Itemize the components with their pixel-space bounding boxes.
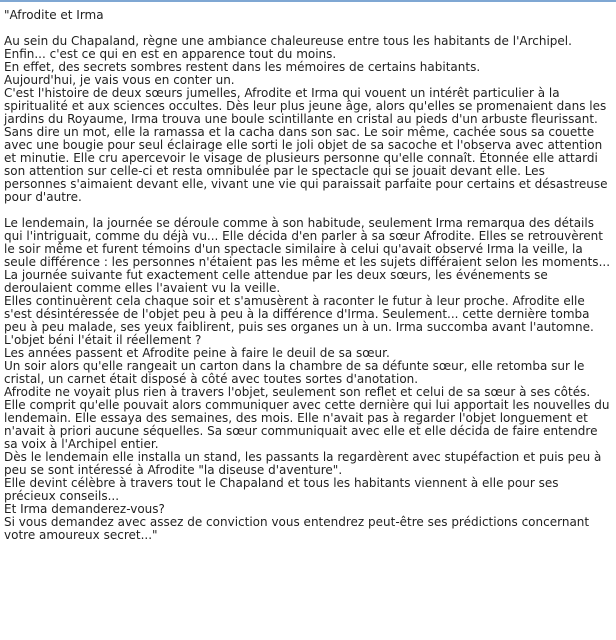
paragraph-9: Elles continuèrent cela chaque soir et s'amusèrent à raconter le futur à leur proche. Afrodite elle s'est désintéressée de l'objet peu à peu à la différence d'Irma. Seulement... cette dernière tomba peu à peu malade, ses yeux faiblirent, puis ses organes un à un. Irma succomba avant l'automne. <box>4 294 594 334</box>
paragraph-3: En effet, des secrets sombres restent dans les mémoires de certains habitants. <box>4 60 481 74</box>
paragraph-17: Si vous demandez avec assez de conviction vous entendrez peut-être ses prédictions concernant votre amoureux secret..." <box>4 515 590 542</box>
top-border <box>0 0 616 2</box>
paragraph-14: Dès le lendemain elle installa un stand, les passants la regardèrent avec stupéfaction et puis peu à peu se sont intéressé à Afrodite "la diseuse d'aventure". <box>4 450 602 477</box>
paragraph-5: C'est l'histoire de deux sœurs jumelles, Afrodite et Irma qui vouent un intérêt particulier à la spiritualité et aux sciences occultes. Dès leur plus jeune âge, alors qu'elles se promenaient dans les jardins du Royaume, Irma trouva une boule scintillante en cristal au pieds d'un arbuste fleurissant. Sans dire un mot, elle la ramassa et la cacha dans son sac. Le soir même, cachée sous sa couette avec une bougie pour seul éclairage elle sorti le joli objet de sa sacoche et l'observa avec attention et minutie. Elle cru apercevoir le visage de plusieurs personne qu'elle connaît. Étonnée elle attardi son attention sur celle-ci et resta omnibulée par le spectacle qui se jouait devant elle. Les personnes s'aimaient devant elle, vivant une vie qui paraissait parfaite pour certains et désastreuse pour d'autre. <box>4 86 608 204</box>
story-document <box>4 9 610 542</box>
paragraph-15: Elle devint célèbre à travers tout le Chapaland et tous les habitants viennent à elle pour ses précieux conseils... <box>4 476 559 503</box>
paragraph-1: Au sein du Chapaland, règne une ambiance chaleureuse entre tous les habitants de l'Archipel. <box>4 34 572 48</box>
story-title: "Afrodite et Irma <box>4 8 104 22</box>
paragraph-4: Aujourd'hui, je vais vous en conter un. <box>4 73 235 87</box>
paragraph-12: Un soir alors qu'elle rangeait un carton dans la chambre de sa défunte sœur, elle retomba sur le cristal, un carnet était disposé à côté avec toutes sortes d'anotation. <box>4 359 585 386</box>
paragraph-11: Les années passent et Afrodite peine à faire le deuil de sa sœur. <box>4 346 390 360</box>
paragraph-8: La journée suivante fut exactement celle attendue par les deux sœurs, les événements se deroulaient comme elles l'avaient vu la veille. <box>4 268 548 295</box>
paragraph-16: Et Irma demanderez-vous? <box>4 502 165 516</box>
paragraph-7: Le lendemain, la journée se déroule comme à son habitude, seulement Irma remarqua des détails qui l'intriguait, comme du déjà vu... Elle décida d'en parler à sa sœur Afrodite. Elles se retrouvèrent le soir même et furent témoins d'un spectacle similaire à celui qu'avait observé Irma la veille, la seule différence : les personnes n'étaient pas les même et les sujets différaient selon les moments... <box>4 216 611 269</box>
paragraph-10: L'objet béni l'était il réellement ? <box>4 333 202 347</box>
paragraph-2: Enfin... c'est ce qui en est en apparence tout du moins. <box>4 47 337 61</box>
paragraph-13: Afrodite ne voyait plus rien à travers l'objet, seulement son reflet et celui de sa sœur à ses côtés. Elle comprit qu'elle pouvait alors communiquer avec cette dernière qui lui apportait les nouvelles du lendemain. Elle essaya des semaines, des mois. Elle n'avait pas à regarder l'objet longuement et n'avait à priori aucune séquelles. Sa sœur communiquait avec elle et elle décida de faire entendre sa voix à l'Archipel entier. <box>4 385 610 451</box>
